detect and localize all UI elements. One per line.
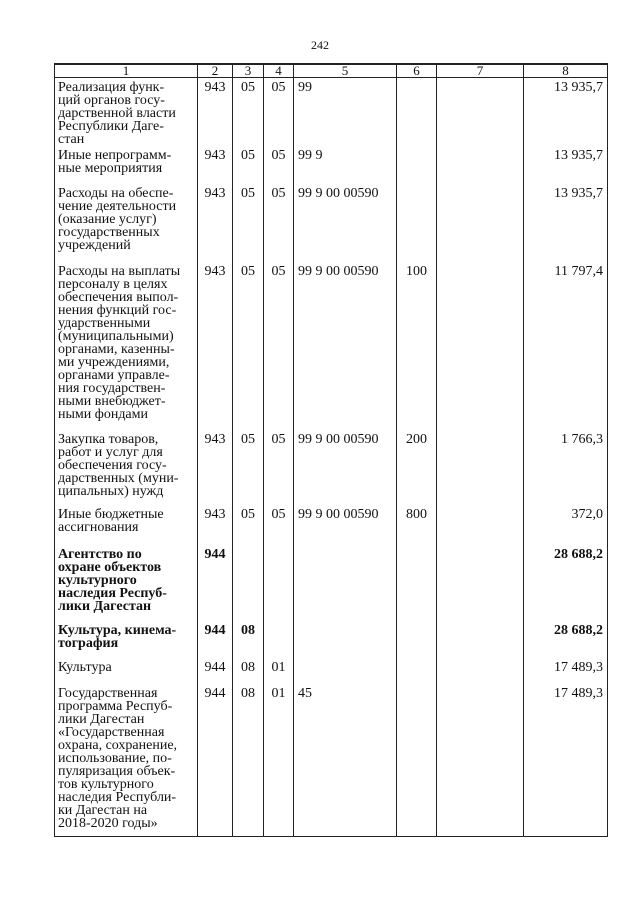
cell-code-subsection bbox=[264, 505, 294, 545]
budget-table bbox=[54, 63, 608, 837]
code-ministry-text: 943 bbox=[204, 432, 226, 447]
cell-amount bbox=[524, 78, 608, 147]
cell-amount bbox=[524, 684, 608, 836]
code-target-article-text: 99 9 00 00590 bbox=[298, 507, 379, 522]
cell-code-section bbox=[233, 505, 264, 545]
code-section-text: 08 bbox=[241, 686, 255, 701]
column-header: 8 bbox=[524, 64, 608, 78]
col-7-text bbox=[441, 684, 523, 687]
cell-row-name bbox=[55, 621, 198, 658]
cell-code-subsection bbox=[264, 545, 294, 621]
col-7-text bbox=[441, 146, 523, 149]
cell-code-target-article bbox=[294, 146, 397, 184]
cell-col-7 bbox=[437, 430, 524, 505]
code-ministry-text: 944 bbox=[204, 660, 226, 675]
table-row bbox=[55, 430, 608, 505]
table-row bbox=[55, 658, 608, 684]
amount-text: 13 935,7 bbox=[554, 148, 603, 163]
cell-col-7 bbox=[437, 184, 524, 262]
cell-code-target-article bbox=[294, 505, 397, 545]
cell-code-subsection bbox=[264, 621, 294, 658]
column-header: 6 bbox=[397, 64, 437, 78]
column-header: 2 bbox=[198, 64, 233, 78]
cell-code-target-article bbox=[294, 184, 397, 262]
code-subsection-text: 05 bbox=[271, 507, 286, 522]
col-7-text bbox=[441, 78, 523, 81]
cell-code-subsection bbox=[264, 430, 294, 505]
cell-code-ministry bbox=[198, 184, 233, 262]
amount-text: 13 935,7 bbox=[554, 80, 603, 95]
row-name-text: Иные непрограмм- ные мероприятия bbox=[58, 148, 172, 176]
table-body bbox=[55, 78, 608, 837]
code-expense-type-text bbox=[397, 684, 436, 687]
code-section-text: 05 bbox=[241, 432, 255, 447]
cell-code-ministry bbox=[198, 621, 233, 658]
row-name-text: Культура, кинема- тография bbox=[58, 623, 177, 651]
code-expense-type-text bbox=[397, 184, 436, 187]
row-name-text: Культура bbox=[58, 660, 112, 675]
code-subsection-text bbox=[264, 545, 293, 548]
row-name-text: Иные бюджетные ассигнования bbox=[58, 507, 164, 535]
code-target-article-text: 99 9 00 00590 bbox=[298, 432, 379, 447]
header-row bbox=[55, 64, 608, 78]
cell-row-name bbox=[55, 184, 198, 262]
cell-code-section bbox=[233, 430, 264, 505]
code-section-text bbox=[233, 545, 263, 548]
cell-code-expense-type bbox=[397, 146, 437, 184]
cell-code-section bbox=[233, 684, 264, 836]
cell-code-ministry bbox=[198, 505, 233, 545]
cell-code-section bbox=[233, 545, 264, 621]
code-subsection-text: 05 bbox=[271, 148, 286, 163]
cell-code-subsection bbox=[264, 684, 294, 836]
row-name-text: Агентство по охране объектов культурного наследия Респуб- лики Дагестан bbox=[58, 547, 167, 614]
cell-amount bbox=[524, 505, 608, 545]
code-ministry-text: 943 bbox=[204, 507, 226, 522]
cell-code-expense-type bbox=[397, 545, 437, 621]
cell-code-expense-type bbox=[397, 430, 437, 505]
code-target-article-text: 99 9 bbox=[298, 148, 323, 163]
code-ministry-text: 943 bbox=[204, 148, 226, 163]
cell-code-target-article bbox=[294, 684, 397, 836]
code-expense-type-text bbox=[397, 621, 436, 624]
cell-code-expense-type bbox=[397, 262, 437, 430]
cell-code-section bbox=[233, 262, 264, 430]
code-section-text: 05 bbox=[241, 186, 255, 201]
cell-code-ministry bbox=[198, 262, 233, 430]
cell-code-subsection bbox=[264, 78, 294, 147]
code-expense-type-text bbox=[397, 146, 436, 149]
cell-code-ministry bbox=[198, 545, 233, 621]
row-name-text: Реализация функ- ций органов госу- дарственной власти Республики Даге- стан bbox=[58, 80, 176, 147]
cell-col-7 bbox=[437, 684, 524, 836]
col-7-text bbox=[441, 621, 523, 624]
code-ministry-text: 943 bbox=[204, 186, 226, 201]
code-section-text: 08 bbox=[241, 623, 255, 638]
code-target-article-text: 45 bbox=[298, 686, 312, 701]
code-expense-type-text bbox=[397, 78, 436, 81]
column-header: 1 bbox=[55, 64, 198, 78]
amount-text: 372,0 bbox=[571, 507, 603, 522]
code-subsection-text bbox=[264, 621, 293, 624]
cell-row-name bbox=[55, 146, 198, 184]
code-subsection-text: 05 bbox=[271, 186, 286, 201]
code-target-article-text bbox=[298, 545, 396, 548]
amount-text: 13 935,7 bbox=[554, 186, 603, 201]
table-row bbox=[55, 78, 608, 147]
code-section-text: 05 bbox=[241, 148, 255, 163]
cell-code-section bbox=[233, 184, 264, 262]
cell-code-expense-type bbox=[397, 505, 437, 545]
code-target-article-text: 99 bbox=[298, 80, 312, 95]
code-subsection-text: 05 bbox=[271, 432, 286, 447]
cell-code-expense-type bbox=[397, 184, 437, 262]
col-7-text bbox=[441, 430, 523, 433]
cell-col-7 bbox=[437, 146, 524, 184]
cell-col-7 bbox=[437, 545, 524, 621]
column-header: 7 bbox=[437, 64, 524, 78]
code-ministry-text: 944 bbox=[204, 547, 226, 562]
code-subsection-text: 01 bbox=[271, 660, 286, 675]
cell-code-expense-type bbox=[397, 78, 437, 147]
cell-row-name bbox=[55, 658, 198, 684]
cell-amount bbox=[524, 545, 608, 621]
row-name-text: Государственная программа Респуб- лики Дагестан «Государственная охрана, сохранение, использование, по- пуляризация объек- тов культурного наследия Республи- ки Дагестан на 2018-2020 годы» bbox=[58, 686, 178, 831]
col-7-text bbox=[441, 545, 523, 548]
cell-amount bbox=[524, 658, 608, 684]
code-subsection-text: 01 bbox=[271, 686, 286, 701]
cell-code-target-article bbox=[294, 658, 397, 684]
amount-text: 17 489,3 bbox=[554, 686, 603, 701]
column-header: 3 bbox=[233, 64, 264, 78]
code-section-text: 05 bbox=[241, 80, 255, 95]
table-row bbox=[55, 545, 608, 621]
column-header: 5 bbox=[294, 64, 397, 78]
table-row bbox=[55, 505, 608, 545]
cell-code-section bbox=[233, 658, 264, 684]
cell-code-target-article bbox=[294, 430, 397, 505]
cell-code-subsection bbox=[264, 262, 294, 430]
code-expense-type-text: 800 bbox=[406, 507, 427, 522]
column-header: 4 bbox=[264, 64, 294, 78]
row-name-text: Закупка товаров, работ и услуг для обеспечения госу- дарственных (муни- ципальных) нужд bbox=[58, 432, 179, 499]
cell-amount bbox=[524, 430, 608, 505]
cell-col-7 bbox=[437, 621, 524, 658]
cell-col-7 bbox=[437, 658, 524, 684]
cell-amount bbox=[524, 184, 608, 262]
amount-text: 11 797,4 bbox=[554, 264, 603, 279]
cell-code-section bbox=[233, 78, 264, 147]
code-section-text: 08 bbox=[241, 660, 255, 675]
cell-code-ministry bbox=[198, 658, 233, 684]
col-7-text bbox=[441, 262, 523, 265]
col-7-text bbox=[441, 184, 523, 187]
code-expense-type-text bbox=[397, 545, 436, 548]
code-section-text: 05 bbox=[241, 264, 255, 279]
code-ministry-text: 944 bbox=[204, 686, 226, 701]
cell-code-section bbox=[233, 146, 264, 184]
cell-code-subsection bbox=[264, 184, 294, 262]
cell-code-ministry bbox=[198, 684, 233, 836]
cell-row-name bbox=[55, 684, 198, 836]
code-target-article-text: 99 9 00 00590 bbox=[298, 186, 379, 201]
code-ministry-text: 943 bbox=[204, 80, 226, 95]
cell-code-expense-type bbox=[397, 684, 437, 836]
table-row bbox=[55, 184, 608, 262]
amount-text: 1 766,3 bbox=[561, 432, 603, 447]
cell-row-name bbox=[55, 505, 198, 545]
col-7-text bbox=[441, 658, 523, 661]
code-target-article-text bbox=[298, 621, 396, 624]
cell-col-7 bbox=[437, 505, 524, 545]
page-number: 242 bbox=[311, 38, 329, 52]
code-subsection-text: 05 bbox=[271, 80, 286, 95]
code-ministry-text: 944 bbox=[204, 623, 226, 638]
code-section-text: 05 bbox=[241, 507, 255, 522]
cell-row-name bbox=[55, 545, 198, 621]
col-7-text bbox=[441, 505, 523, 508]
amount-text: 28 688,2 bbox=[554, 547, 603, 562]
cell-amount bbox=[524, 262, 608, 430]
cell-col-7 bbox=[437, 262, 524, 430]
amount-text: 28 688,2 bbox=[554, 623, 603, 638]
cell-code-subsection bbox=[264, 146, 294, 184]
cell-code-ministry bbox=[198, 78, 233, 147]
cell-code-subsection bbox=[264, 658, 294, 684]
cell-amount bbox=[524, 621, 608, 658]
row-name-text: Расходы на выплаты персоналу в целях обеспечения выпол- нения функций гос- ударственными (муниципальными) органами, казенны- ми учреждениями, органами управле- ния государствен- ными внебюджет- ными фондами bbox=[58, 264, 181, 422]
code-target-article-text: 99 9 00 00590 bbox=[298, 264, 379, 279]
cell-amount bbox=[524, 146, 608, 184]
cell-col-7 bbox=[437, 78, 524, 147]
code-expense-type-text: 200 bbox=[406, 432, 427, 447]
code-expense-type-text bbox=[397, 658, 436, 661]
cell-row-name bbox=[55, 78, 198, 147]
cell-code-target-article bbox=[294, 78, 397, 147]
table-row bbox=[55, 621, 608, 658]
code-target-article-text bbox=[298, 658, 396, 661]
cell-row-name bbox=[55, 262, 198, 430]
cell-code-ministry bbox=[198, 146, 233, 184]
cell-code-expense-type bbox=[397, 621, 437, 658]
table-row bbox=[55, 146, 608, 184]
cell-code-section bbox=[233, 621, 264, 658]
cell-code-expense-type bbox=[397, 658, 437, 684]
table-row bbox=[55, 262, 608, 430]
cell-code-target-article bbox=[294, 262, 397, 430]
cell-code-target-article bbox=[294, 545, 397, 621]
code-expense-type-text: 100 bbox=[406, 264, 427, 279]
cell-row-name bbox=[55, 430, 198, 505]
cell-code-target-article bbox=[294, 621, 397, 658]
amount-text: 17 489,3 bbox=[554, 660, 603, 675]
row-name-text: Расходы на обеспе- чение деятельности (оказание услуг) государственных учреждений bbox=[58, 186, 177, 253]
table-row bbox=[55, 684, 608, 836]
cell-code-ministry bbox=[198, 430, 233, 505]
code-ministry-text: 943 bbox=[204, 264, 226, 279]
code-subsection-text: 05 bbox=[271, 264, 286, 279]
